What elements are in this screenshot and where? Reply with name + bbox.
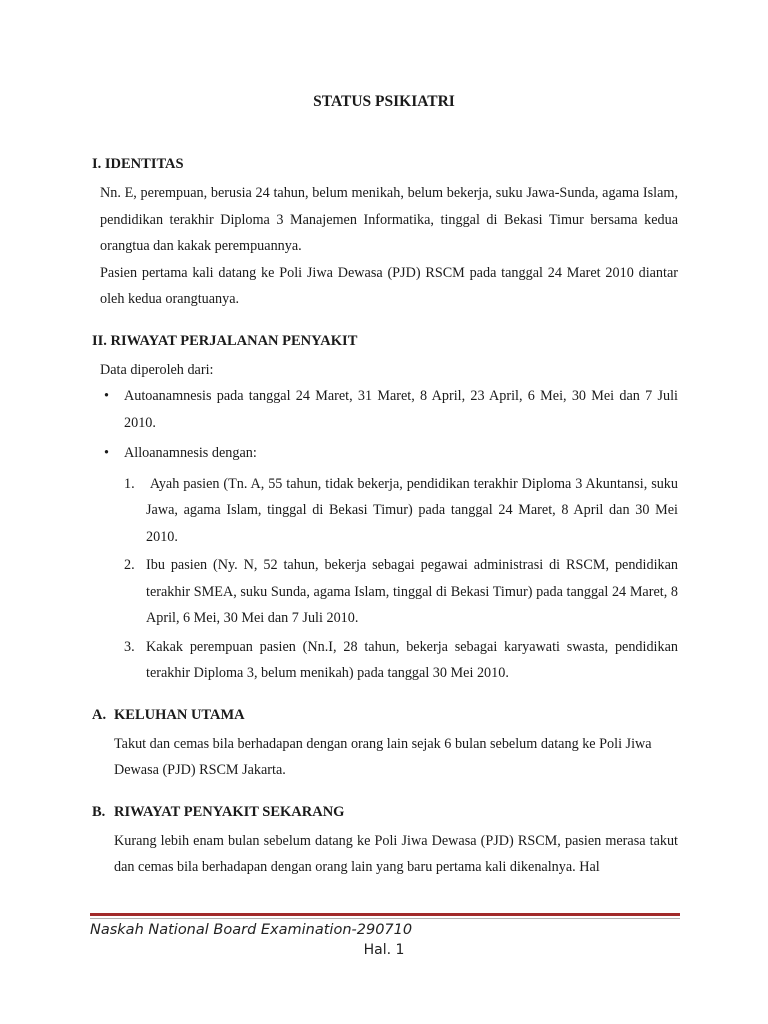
bullet-text: Autoanamnesis pada tanggal 24 Maret, 31 Maret, 8 April, 23 April, 6 Mei, 30 Mei dan 7 Juli 2010. (124, 388, 678, 431)
page-number: Hal. 1 (363, 942, 405, 958)
footer-rule-gray (90, 918, 680, 919)
bullet-icon: • (104, 445, 109, 461)
riwayat-intro: Data diperoleh dari: (100, 361, 214, 378)
footer-rule-red (90, 913, 680, 916)
section-keluhan-heading (92, 705, 678, 725)
list-item (92, 634, 678, 687)
list-item (92, 552, 678, 632)
identitas-paragraph-2: Pasien pertama kali datang ke Poli Jiwa Dewasa (PJD) RSCM pada tanggal 24 Maret 2010 diantar oleh kedua orangtuanya. (100, 264, 678, 307)
section-riwayat-heading: II. RIWAYAT PERJALANAN PENYAKIT (92, 332, 358, 349)
document-body (92, 154, 678, 881)
list-number: 2. (124, 557, 135, 573)
source-bullet-list (92, 383, 678, 467)
section-penyakit-sekarang-heading (92, 802, 678, 822)
list-text: Kakak perempuan pasien (Nn.I, 28 tahun, bekerja sebagai karyawati swasta, pendidikan terakhir Diploma 3, belum menikah) pada tanggal 30 Mei 2010. (146, 638, 678, 681)
bullet-text: Alloanamnesis dengan: (124, 445, 257, 461)
keluhan-paragraph: Takut dan cemas bila berhadapan dengan orang lain sejak 6 bulan sebelum datang ke Poli Jiwa Dewasa (PJD) RSCM Jakarta. (114, 735, 652, 778)
list-text: Ibu pasien (Ny. N, 52 tahun, bekerja sebagai pegawai administrasi di RSCM, pendidikan terakhir SMEA, suku Sunda, agama Islam, tinggal di Bekasi Timur) pada tanggal 24 Maret, 8 April, 6 Mei, 30 Mei dan 7 Juli 2010. (146, 557, 678, 626)
section-letter: B. (92, 803, 106, 820)
list-item (92, 471, 678, 551)
section-identitas-heading: I. IDENTITAS (92, 156, 184, 172)
penyakit-sekarang-paragraph: Kurang lebih enam bulan sebelum datang ke Poli Jiwa Dewasa (PJD) RSCM, pasien merasa takut dan cemas bila berhadapan dengan orang lain yang baru pertama kali dikenalnya. Hal (114, 832, 678, 875)
section-title: KELUHAN UTAMA (114, 706, 245, 723)
identitas-paragraph-1: Nn. E, perempuan, berusia 24 tahun, belum menikah, belum bekerja, suku Jawa-Sunda, agama Islam, pendidikan terakhir Diploma 3 Manajemen Informatika, tinggal di Bekasi Timur bersama kedua orangtua dan kakak perempuannya. (100, 185, 678, 254)
list-number: 3. (124, 638, 135, 655)
list-item (92, 440, 678, 467)
footer-divider (90, 913, 680, 919)
section-title: RIWAYAT PENYAKIT SEKARANG (114, 803, 345, 820)
alloanamnesis-list (92, 471, 678, 687)
bullet-icon: • (104, 388, 109, 404)
list-item (92, 383, 678, 436)
document-title: STATUS PSIKIATRI (313, 93, 455, 110)
section-letter: A. (92, 706, 107, 723)
list-number: 1. (124, 475, 135, 492)
list-text: Ayah pasien (Tn. A, 55 tahun, tidak bekerja, pendidikan terakhir Diploma 3 Akuntansi, suku Jawa, agama Islam, tinggal di Bekasi Timur) pada tanggal 24 Maret, 8 April dan 30 Mei 2010. (146, 475, 678, 545)
footer-title: Naskah National Board Examination-290710 (90, 922, 413, 938)
